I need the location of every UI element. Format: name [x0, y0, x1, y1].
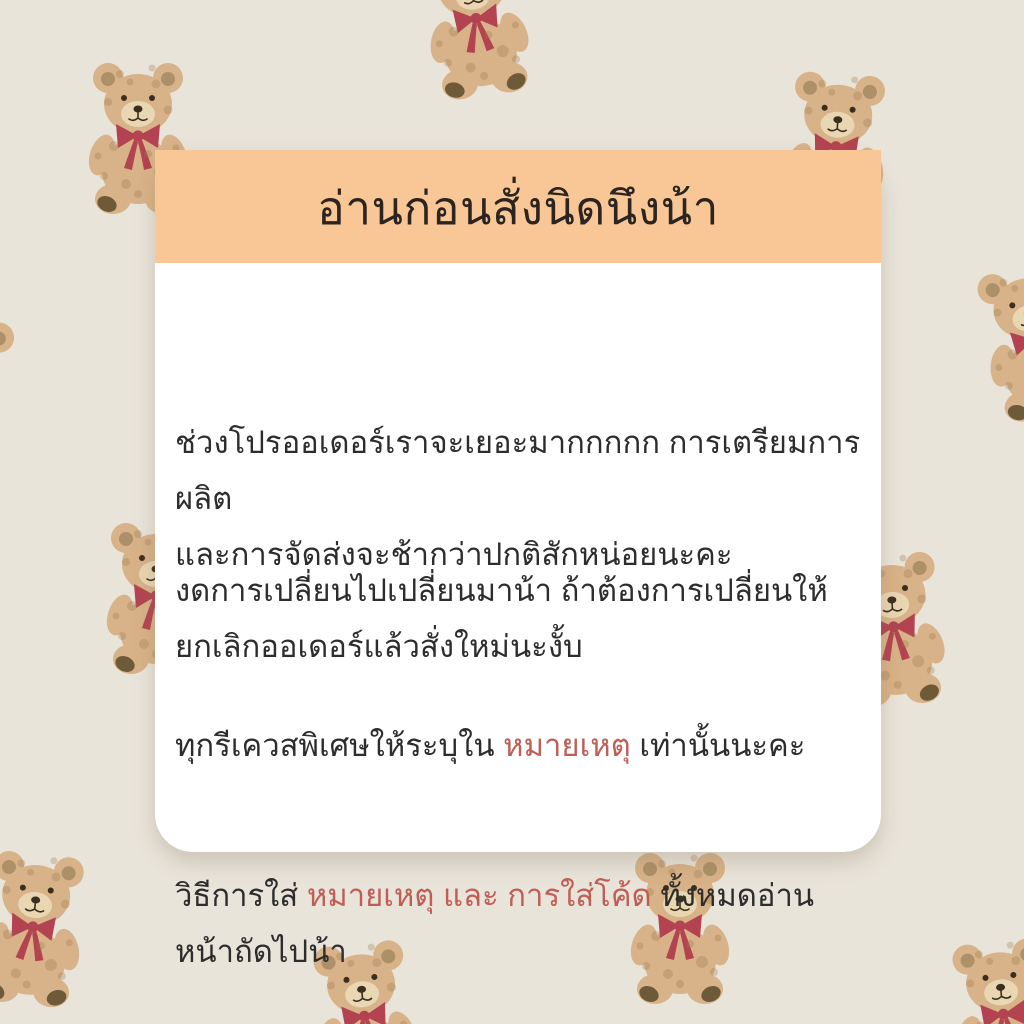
teddy-bear-icon: [0, 849, 94, 1011]
card-header: [155, 150, 881, 263]
accent-text-segment: หมายเหตุ และ การใส่โค้ด: [306, 878, 652, 913]
text-segment: และการจัดส่งจะช้ากว่าปกติสักหน่อยนะคะ: [175, 537, 733, 572]
notice-paragraph: [175, 868, 867, 980]
text-segment: ทั้งหมดอ่านหน้าถัดไปน้า: [175, 878, 815, 969]
teddy-bear-icon: [0, 297, 26, 475]
notice-paragraph: [175, 563, 867, 675]
notice-paragraph: [175, 415, 867, 583]
notice-paragraph: [175, 718, 867, 774]
announcement-card: [155, 150, 881, 969]
card-title: อ่านก่อนสั่งนิดนึงน้า: [317, 182, 719, 234]
teddy-bear-icon: [966, 257, 1024, 428]
accent-text-segment: หมายเหตุ: [503, 728, 631, 763]
text-segment: วิธีการใส่: [175, 878, 307, 913]
card-body: [155, 263, 881, 969]
text-segment: ทุกรีเควสพิเศษให้ระบุใน: [175, 728, 504, 763]
text-segment: เท่านั้นนะคะ: [630, 728, 806, 763]
text-segment: ยกเลิกออเดอร์แล้วสั่งใหม่นะงั้บ: [175, 629, 583, 664]
text-segment: งดการเปลี่ยนไปเปลี่ยนมาน้า ถ้าต้องการเปลี่ยนให้: [175, 573, 828, 608]
teddy-bear-icon: [412, 0, 540, 104]
teddy-bear-icon: [942, 936, 1024, 1024]
text-segment: ช่วงโปรออเดอร์เราจะเยอะมากกกกก การเตรียมการผลิต: [175, 425, 861, 516]
